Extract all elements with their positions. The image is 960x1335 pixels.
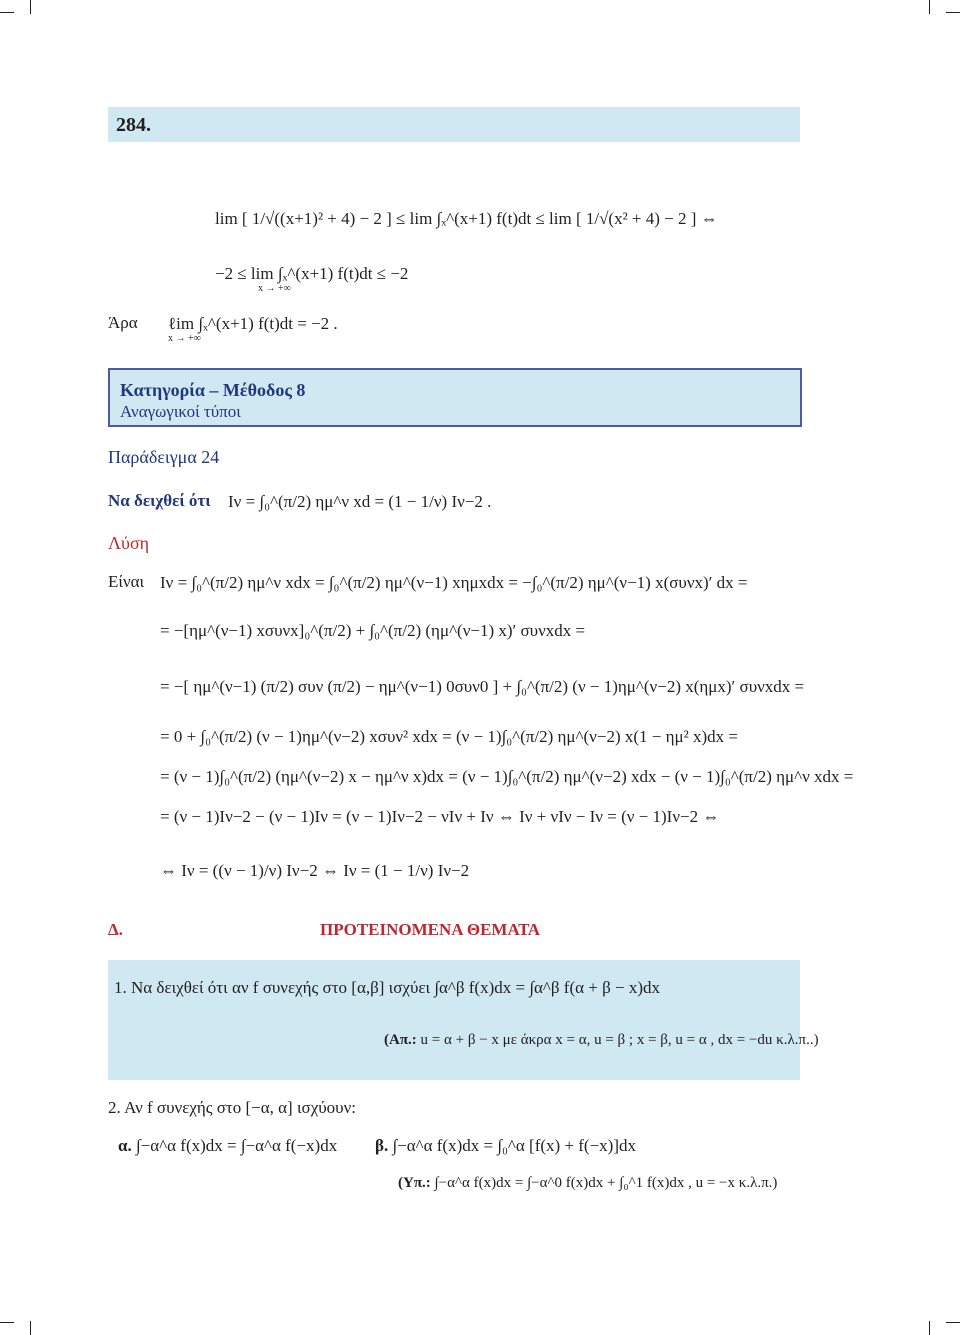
exercise-2-text: Αν f συνεχής στο [−α, α] ισχύουν: xyxy=(124,1098,356,1117)
solution-step-1: Iν = ∫₀^(π/2) ημ^ν xdx = ∫₀^(π/2) ημ^(ν−1) xημxdx = −∫₀^(π/2) ημ^(ν−1) x(συνx)′ dx = xyxy=(160,573,748,592)
exercise-1-hint-text: u = α + β − x με άκρα x = α, u = β ; x = β, u = α , dx = −du κ.λ.π..) xyxy=(420,1032,819,1048)
example-statement xyxy=(228,493,491,510)
exercise-2-part-a-text: ∫−α^α f(x)dx = ∫−α^α f(−x)dx xyxy=(136,1136,338,1155)
limit-line-3 xyxy=(168,315,338,332)
solution-label: Λύση xyxy=(108,533,150,553)
category-subtitle: Αναγωγικοί τύποι xyxy=(120,402,241,421)
crop-mark xyxy=(929,1321,930,1335)
crop-mark xyxy=(929,0,930,14)
category-title: Κατηγορία – Μέθοδος 8 xyxy=(120,380,306,400)
crop-mark xyxy=(946,1322,960,1323)
crop-mark xyxy=(30,1321,31,1335)
crop-mark xyxy=(946,12,960,13)
exercise-2-number: 2. xyxy=(108,1098,121,1117)
crop-mark xyxy=(0,1322,14,1323)
example-label: Παράδειγμα 24 xyxy=(108,447,220,467)
exercise-2-hint-text: ∫−α^α f(x)dx = ∫−α^0 f(x)dx + ∫₀^1 f(x)dx , u = −x κ.λ.π.) xyxy=(434,1175,778,1191)
limit-subscript: x → +∞ xyxy=(258,283,291,294)
limit-line-1 xyxy=(215,210,718,227)
section-title: ΠΡΟΤΕΙΝΟΜΕΝΑ ΘΕΜΑΤΑ xyxy=(320,920,541,939)
exercise-2-part-a-label: α. xyxy=(118,1136,132,1155)
solution-step-5: = (ν − 1)∫₀^(π/2) (ημ^(ν−2) x − ημ^ν x)dx = (ν − 1)∫₀^(π/2) ημ^(ν−2) xdx − (ν − 1)∫₀^(π/2) ημ^ν xdx = xyxy=(160,767,854,786)
exercise-2 xyxy=(108,1098,356,1118)
crop-mark xyxy=(30,0,31,14)
exercise-2-part-b-label: β. xyxy=(375,1136,389,1155)
solution-step-6: = (ν − 1)Iν−2 − (ν − 1)Iν = (ν − 1)Iν−2 − νIν + Iν ⇔ Iν + νIν − Iν = (ν − 1)Iν−2 ⇔ xyxy=(160,807,720,826)
ara-label: Άρα xyxy=(108,313,138,332)
exercise-1-box xyxy=(108,960,819,1080)
exercise-2-hint-label: (Υπ.: xyxy=(398,1175,431,1191)
section-label: Δ. xyxy=(108,920,123,939)
exercise-1-number: 1. xyxy=(114,978,127,997)
limit-line-2 xyxy=(215,265,408,282)
page-number-bar xyxy=(108,107,800,142)
exercise-1-hint xyxy=(384,1032,819,1049)
category-box xyxy=(108,368,802,427)
is-label: Είναι xyxy=(108,572,145,591)
crop-mark xyxy=(0,12,14,13)
limit-line-2-text: −2 ≤ lim ∫ₓ^(x+1) f(t)dt ≤ −2 xyxy=(215,264,409,283)
exercise-2-part-a xyxy=(118,1136,337,1156)
exercise-1-text: Να δειχθεί ότι αν f συνεχής στο [α,β] ισχύει ∫α^β f(x)dx = ∫α^β f(α + β − x)dx xyxy=(131,978,660,997)
exercise-2-hint xyxy=(398,1175,777,1192)
solution-step-7: ⇔ Iν = ((ν − 1)/ν) Iν−2 ⇔ Iν = (1 − 1/ν) Iν−2 xyxy=(160,861,470,880)
exercise-1 xyxy=(114,978,660,998)
solution-step-2: = −[ημ^(ν−1) xσυνx]₀^(π/2) + ∫₀^(π/2) (ημ^(ν−1) x)′ συνxdx = xyxy=(160,621,586,640)
page-number: 284. xyxy=(116,114,151,136)
limit-subscript: x → +∞ xyxy=(168,333,201,344)
exercise-2-part-b xyxy=(375,1136,636,1156)
solution-step-4: = 0 + ∫₀^(π/2) (ν − 1)ημ^(ν−2) xσυν² xdx = (ν − 1)∫₀^(π/2) ημ^(ν−2) x(1 − ημ² x)dx = xyxy=(160,727,738,746)
limit-line-1-text: lim [ 1/√((x+1)² + 4) − 2 ] ≤ lim ∫ₓ^(x+1) f(t)dt ≤ lim [ 1/√(x² + 4) − 2 ] ⇔ xyxy=(215,209,718,228)
exercise-2-part-b-text: ∫−α^α f(x)dx = ∫₀^α [f(x) + f(−x)]dx xyxy=(392,1136,637,1155)
solution-step-3: = −[ ημ^(ν−1) (π/2) συν (π/2) − ημ^(ν−1) 0συν0 ] + ∫₀^(π/2) (ν − 1)ημ^(ν−2) x(ημx)′ συνxdx = xyxy=(160,677,805,696)
exercise-1-hint-label: (Απ.: xyxy=(384,1032,417,1048)
example-statement-text: Iν = ∫₀^(π/2) ημ^ν xd = (1 − 1/ν) Iν−2 . xyxy=(228,492,492,511)
limit-line-3-text: ℓim ∫ₓ^(x+1) f(t)dt = −2 . xyxy=(168,314,338,333)
prove-label: Να δειχθεί ότι xyxy=(108,491,211,510)
